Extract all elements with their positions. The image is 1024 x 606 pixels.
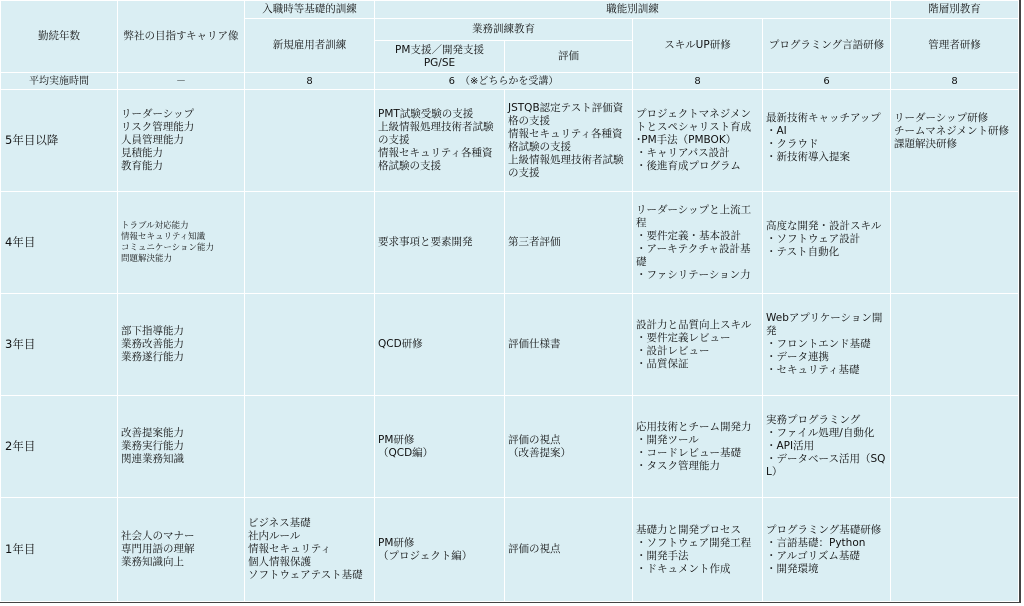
header-career: 弊社の目指すキャリア像 [118,1,245,73]
eval-cell [505,396,633,498]
cell-line: （QCD編） [378,446,434,459]
manager-cell [891,396,1019,498]
manager-cell [891,294,1019,396]
cell-line: （改善提案） [508,446,571,459]
cell-line: 基礎力と開発プロセス [636,523,741,536]
career-cell [118,192,245,294]
cell-line: ･PM手法（PMBOK） [636,134,737,146]
manager-cell [891,192,1019,294]
cell-line: 見積能力 [121,147,163,159]
cell-line: 業務改善能力 [121,338,184,350]
career-cell [118,498,245,602]
cell-line: ・要件定義レビュー [636,331,731,344]
cell-line: 実務プログラミング [766,414,861,426]
average-business: 6 （※どちらかを受講） [375,73,633,90]
pm-cell [375,396,505,498]
cell-line: 社会人のマナー [121,530,195,542]
cell-line: （プロジェクト編） [378,549,473,562]
cell-line: ビジネス基礎 [248,517,311,529]
cell-line: リーダーシップ研修 [894,112,989,124]
cell-line: ・開発ツール [636,433,699,446]
cell-line: 情報セキュリティ [248,543,331,555]
new-hire-cell [245,498,375,602]
cell-line: コミュニケーション能力 [121,242,214,253]
cell-line: 評価仕様書 [508,338,561,350]
header-tier-group: 階層別教育 [891,1,1019,19]
year-cell: 5年目以降 [1,90,118,192]
cell-line: 情報セキュリティ各種資格試験の支援 [378,147,493,172]
header-business-training: 業務訓練教育 [375,19,633,41]
cell-line: ・ソフトウェア開発工程 [636,536,752,549]
cell-line: プログラミング基礎研修 [766,523,882,536]
cell-line: ・開発手法 [636,549,689,562]
cell-line: ・フロントエンド基礎 [766,338,871,350]
header-onboarding-group: 入職時等基礎的訓練 [245,1,375,19]
cell-line: ・データ連携 [766,351,829,363]
cell-line: ・アーキテクチャ設計基礎 [636,242,751,268]
cell-line: リスク管理能力 [121,121,195,133]
header-programming: プログラミング言語研修 [763,19,891,73]
cell-line: ・タスク管理能力 [636,459,720,472]
new-hire-cell [245,396,375,498]
eval-cell [505,498,633,602]
cell-line: PMT試験受験の支援 [378,108,474,120]
cell-line: ・キャリアパス設計 [636,147,730,159]
year-cell: 4年目 [1,192,118,294]
cell-line: ・ソフトウェア設計 [766,233,861,245]
average-manager: 8 [891,73,1019,90]
cell-line: JSTQB認定テスト評価資格の支援 [508,101,624,127]
cell-line: 応用技術とチーム開発力 [636,420,752,433]
cell-line: ・開発環境 [766,562,819,575]
cell-line: 上級情報処理技術者試験の支援 [378,121,494,146]
cell-line: 部下指導能力 [121,325,184,337]
programming-cell [763,192,891,294]
header-evaluation: 評価 [505,41,633,73]
eval-cell [505,192,633,294]
cell-line: QCD研修 [378,338,423,350]
cell-line: 設計力と品質向上スキル [636,318,752,331]
skill-cell [633,294,763,396]
cell-line: ・コードレビュー基礎 [636,446,741,459]
skill-cell [633,498,763,602]
pm-cell [375,192,505,294]
cell-line: ・API活用 [766,440,815,452]
cell-line: 業務実行能力 [121,440,184,452]
career-cell [118,396,245,498]
cell-line: ・セキュリティ基礎 [766,364,860,376]
cell-line: プロジェクトマネジメントとスペシャリスト育成 [636,108,752,133]
table-row [1,90,1019,192]
skill-cell [633,90,763,192]
cell-line: 情報セキュリティ各種資格試験の支援 [508,127,623,153]
new-hire-cell [245,294,375,396]
year-cell: 3年目 [1,294,118,396]
cell-line: ・クラウド [766,138,819,150]
cell-line: 問題解決能力 [121,253,173,264]
average-skill-up: 8 [633,73,763,90]
programming-cell [763,498,891,602]
cell-line: ・言語基礎：Python [766,536,866,549]
skill-cell [633,192,763,294]
cell-line: 業務知識向上 [121,556,184,568]
programming-cell [763,90,891,192]
programming-cell [763,294,891,396]
table-row [1,294,1019,396]
cell-line: ・新技術導入提案 [766,151,850,163]
eval-cell [505,90,633,192]
cell-line: ・品質保証 [636,357,689,370]
pm-cell [375,294,505,396]
average-label: 平均実施時間 [1,73,118,90]
cell-line: 人員管理能力 [121,134,184,146]
career-cell [118,294,245,396]
cell-line: 教育能力 [121,160,163,172]
cell-line: 改善提案能力 [121,427,184,439]
cell-line: PM研修 [378,536,415,549]
cell-line: 個人情報保護 [248,556,311,568]
eval-cell [505,294,633,396]
year-cell: 1年目 [1,498,118,602]
cell-line: ・アルゴリズム基礎 [766,549,860,562]
cell-line: ・要件定義・基本設計 [636,229,741,242]
pm-cell [375,498,505,602]
cell-line: ・設計レビュー [636,344,710,357]
header-new-hire: 新規雇用者訓練 [245,19,375,73]
cell-line: 要求事項と要素開発 [378,236,473,248]
cell-line: ・ファイル処理/自動化 [766,427,875,439]
cell-line: 専門用語の理解 [121,543,195,555]
cell-line: 高度な開発・設計スキル [766,220,882,232]
cell-line: Webアプリケーション開発 [766,312,883,337]
cell-line: 評価の視点 [508,433,561,446]
new-hire-cell [245,192,375,294]
cell-line: ・AI [766,125,787,137]
cell-line: ・ファシリテーション力 [636,268,751,281]
header-job-group: 職能別訓練 [375,1,891,19]
cell-line: トラブル対応能力 [121,220,189,231]
header-years: 勤続年数 [1,1,118,73]
cell-line: 関連業務知識 [121,453,184,465]
programming-cell [763,396,891,498]
average-career: － [118,73,245,90]
table-row [1,396,1019,498]
cell-line: 最新技術キャッチアップ [766,112,881,124]
career-cell [118,90,245,192]
table-row [1,192,1019,294]
cell-line: 評価の視点 [508,543,561,555]
new-hire-cell [245,90,375,192]
cell-line: 課題解決研修 [894,138,957,150]
manager-cell [891,498,1019,602]
header-pm-support: PM支援／開発支援 PG/SE [375,41,505,73]
table-row [1,498,1019,602]
cell-line: ・テスト自動化 [766,246,840,258]
cell-line: チームマネジメント研修 [894,125,1009,137]
cell-line: ソフトウェアテスト基礎 [248,569,363,581]
header-manager: 管理者研修 [891,19,1019,73]
cell-line: PM研修 [378,433,415,446]
year-cell: 2年目 [1,396,118,498]
average-programming: 6 [763,73,891,90]
cell-line: リーダーシップと上流工程 [636,203,752,229]
cell-line: 情報セキュリティ知識 [121,231,206,242]
skill-cell [633,396,763,498]
cell-line: 業務遂行能力 [121,351,184,363]
manager-cell [891,90,1019,192]
cell-line: 上級情報処理技術者試験の支援 [508,153,624,179]
cell-line: 社内ルール [248,530,301,542]
cell-line: ・データベース活用（SQL） [766,453,886,478]
cell-line: ・後進育成プログラム [636,160,741,172]
header-skill-up: スキルUP研修 [633,19,763,73]
average-new-hire: 8 [245,73,375,90]
cell-line: 第三者評価 [508,236,561,248]
cell-line: ・ドキュメント作成 [636,562,731,575]
pm-cell [375,90,505,192]
cell-line: リーダーシップ [121,108,195,120]
